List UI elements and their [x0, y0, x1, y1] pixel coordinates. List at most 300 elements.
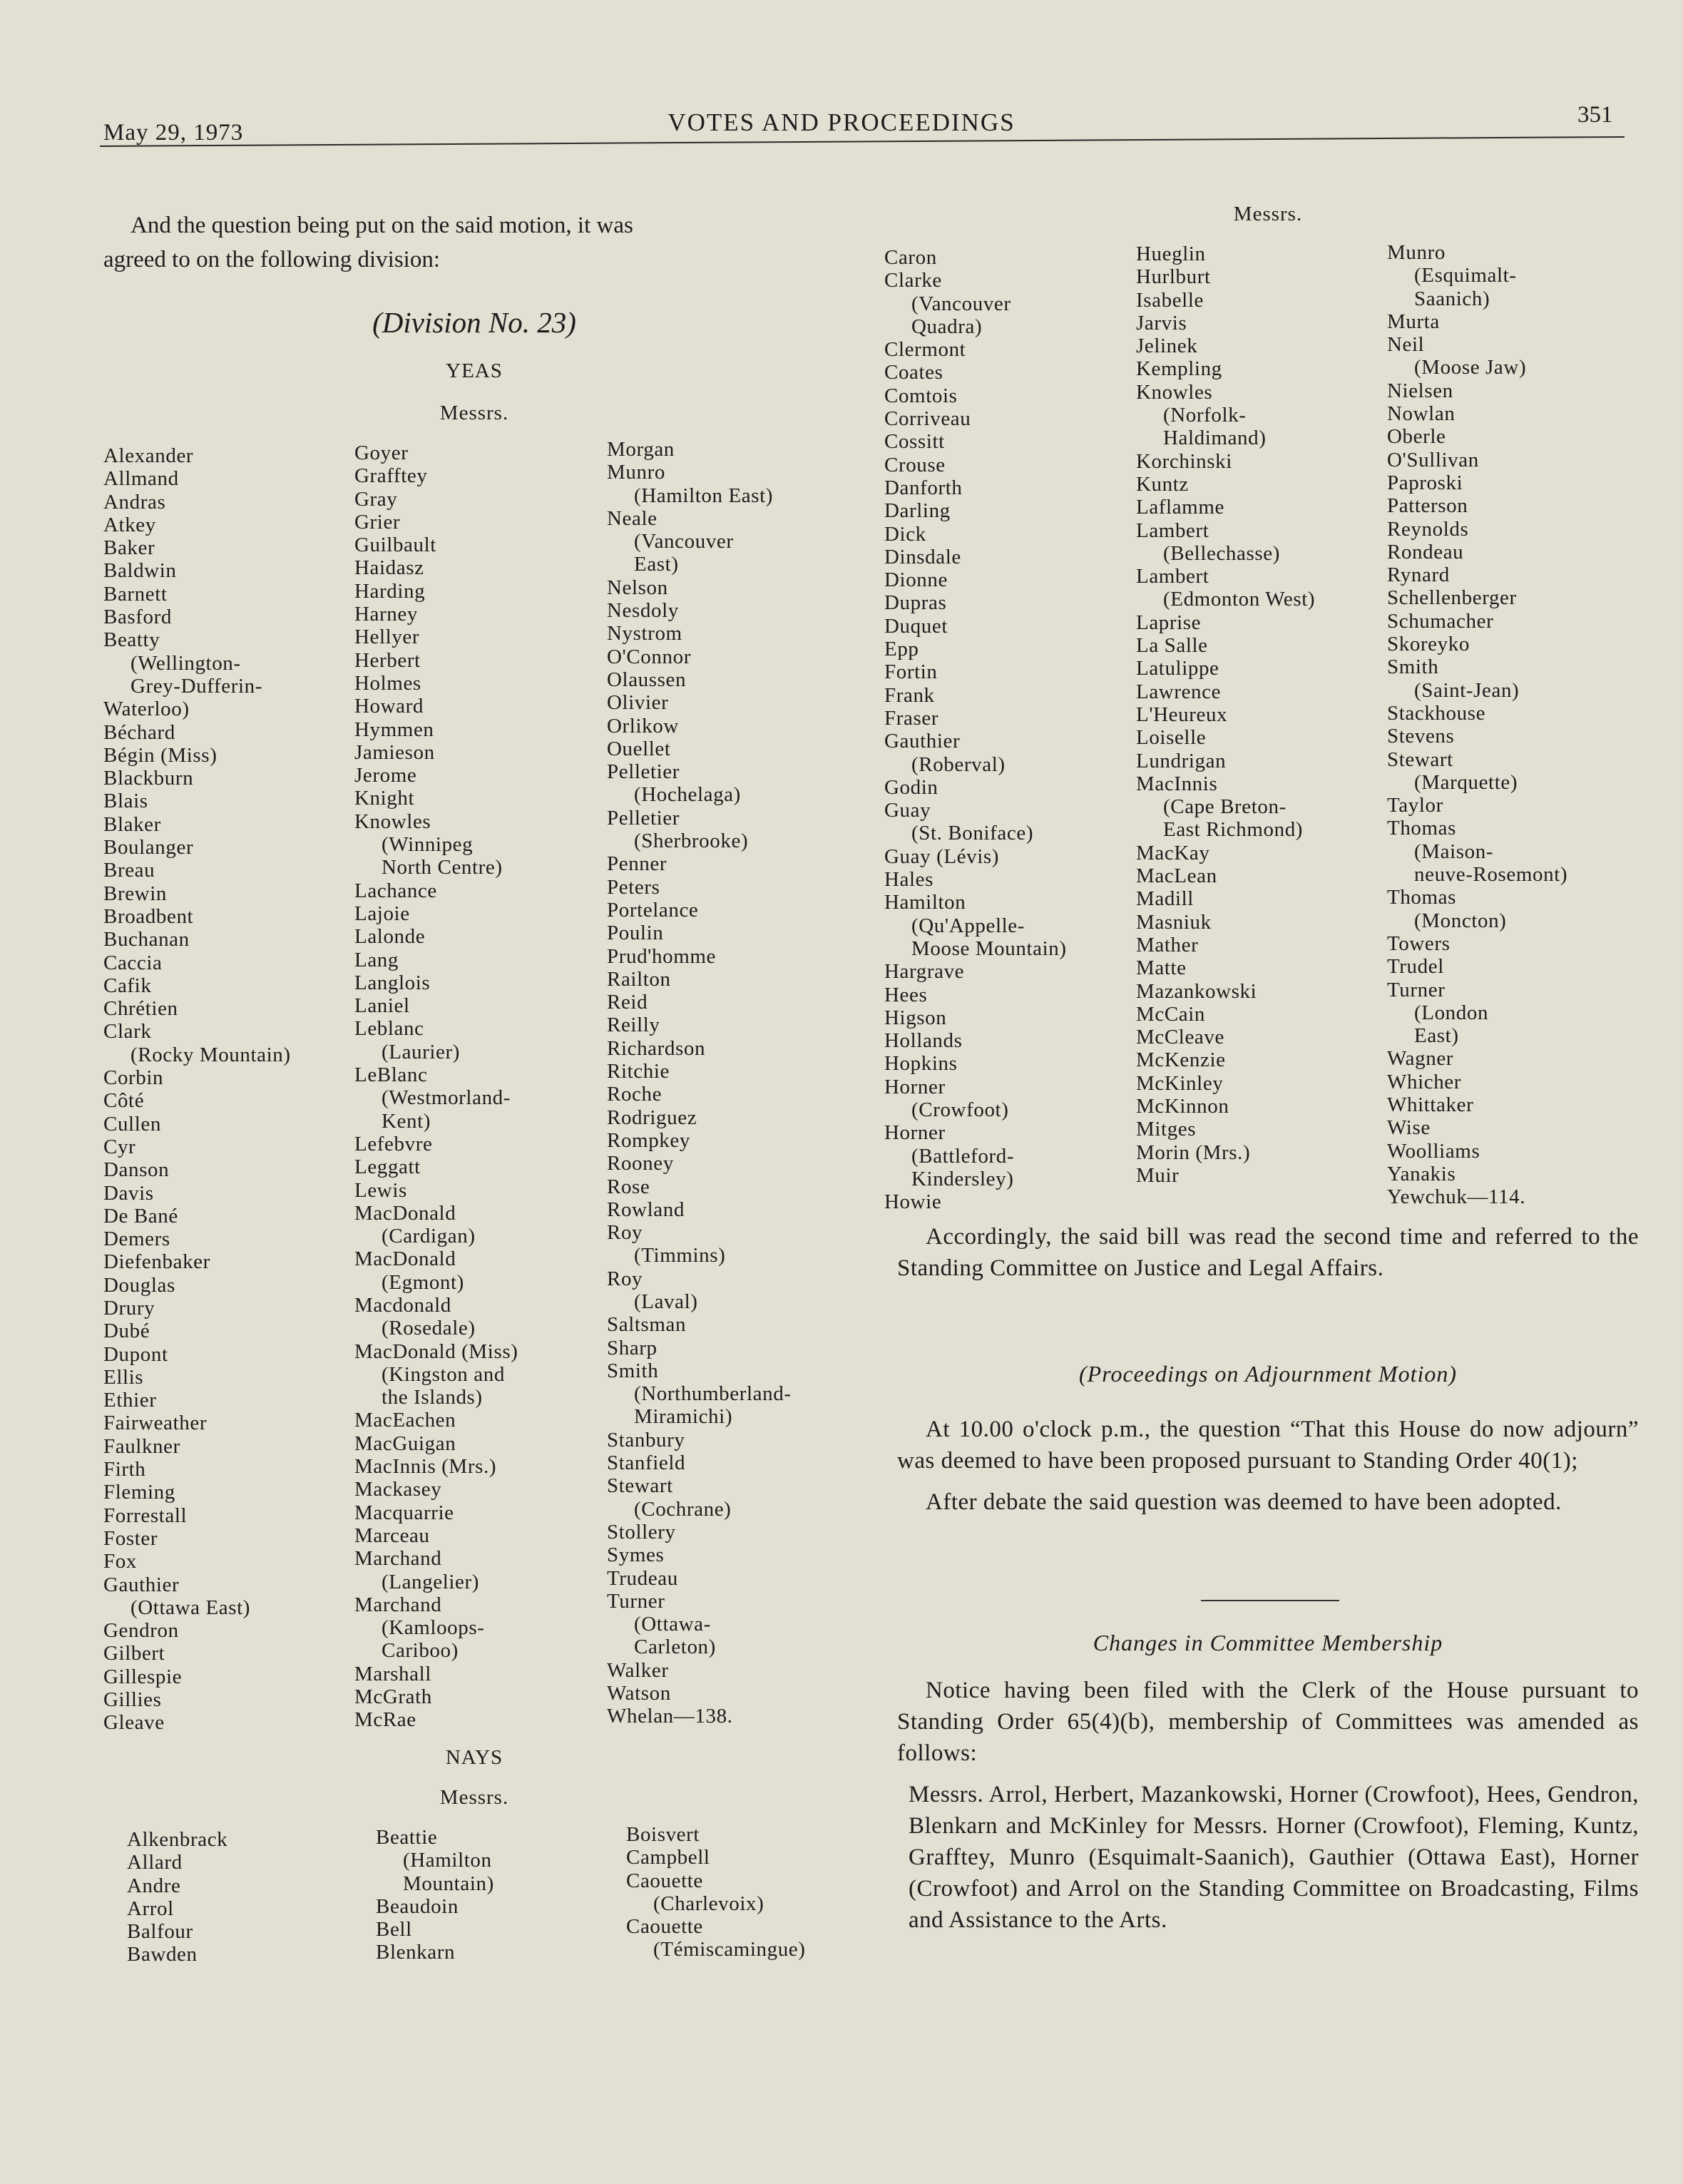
member-name: (Moose Jaw): [1414, 356, 1527, 379]
member-name: Taylor: [1387, 794, 1443, 817]
member-name: Laflamme: [1136, 496, 1224, 519]
member-name: Caccia: [103, 951, 163, 974]
member-name: Horner: [884, 1075, 946, 1098]
member-name: Firth: [103, 1458, 146, 1481]
member-name: Hueglin: [1136, 243, 1206, 265]
nays-column-4: [884, 246, 1067, 1213]
member-name: (Ottawa East): [131, 1596, 251, 1619]
member-name: (Moncton): [1414, 909, 1507, 932]
member-name: Herbert: [354, 648, 421, 672]
member-name: Goyer: [354, 442, 409, 464]
page-number: 351: [1577, 102, 1613, 128]
member-name: Dubé: [103, 1320, 150, 1343]
member-name: Nielsen: [1387, 379, 1453, 402]
member-name: Hurlburt: [1136, 265, 1211, 289]
member-name: Olivier: [607, 691, 669, 715]
member-name: Munro: [607, 461, 665, 484]
member-name: (Timmins): [634, 1244, 726, 1267]
member-name: Dick: [884, 522, 926, 546]
member-name: Chrétien: [103, 997, 178, 1021]
member-name: Barnett: [103, 582, 168, 606]
nays-messrs-label-continued: Messrs.: [1233, 203, 1303, 225]
member-name: Howard: [354, 695, 424, 718]
member-name: Wagner: [1387, 1047, 1454, 1071]
member-name: Prud'homme: [607, 944, 716, 968]
member-name: Latulippe: [1136, 657, 1219, 680]
member-name: Mackasey: [354, 1478, 442, 1501]
member-name: Knowles: [1136, 380, 1213, 404]
member-name: Stewart: [607, 1474, 673, 1498]
member-name: Grey-Dufferin-: [131, 674, 263, 698]
member-name: Richardson: [607, 1036, 706, 1060]
member-name: Smith: [1387, 655, 1439, 679]
member-name: Blais: [103, 790, 148, 813]
member-name: Hellyer: [354, 626, 420, 649]
header-date: May 29, 1973: [103, 120, 244, 146]
member-name: O'Sullivan: [1387, 448, 1479, 471]
member-name: Fairweather: [103, 1412, 208, 1435]
member-name: Oberle: [1387, 425, 1446, 449]
member-name: MacInnis: [1136, 772, 1218, 795]
member-name: Boisvert: [626, 1823, 700, 1846]
member-name: (Qu'Appelle-: [911, 914, 1025, 937]
member-name: Jerome: [354, 764, 417, 787]
member-name: Stackhouse: [1387, 701, 1486, 725]
member-name: McKinnon: [1136, 1094, 1229, 1118]
member-name: Danforth: [884, 476, 963, 499]
member-name: Lambert: [1136, 519, 1209, 542]
member-name: Beattie: [376, 1826, 438, 1849]
member-name: Allard: [127, 1851, 183, 1874]
member-name: (Rocky Mountain): [131, 1043, 291, 1066]
member-name: Rompkey: [607, 1128, 690, 1152]
section-divider: [1201, 1600, 1339, 1601]
member-name: Trudeau: [607, 1566, 678, 1590]
adjournment-paragraph-2: After debate the said question was deemed to have been adopted.: [926, 1489, 1562, 1515]
member-name: Cullen: [103, 1112, 161, 1136]
member-name: Trudel: [1387, 955, 1444, 979]
accordingly-paragraph: [897, 1221, 1639, 1284]
member-name: Gauthier: [103, 1573, 180, 1596]
member-name: Saanich): [1414, 287, 1490, 310]
member-name: Rose: [607, 1175, 650, 1198]
member-name: Moose Mountain): [911, 937, 1067, 960]
member-name: Wise: [1387, 1116, 1431, 1140]
member-name: Madill: [1136, 887, 1194, 911]
member-name: Gendron: [103, 1619, 179, 1643]
member-name: Clark: [103, 1020, 152, 1043]
member-name: MacDonald: [354, 1247, 456, 1271]
member-name: Clermont: [884, 338, 966, 362]
member-name: MacEachen: [354, 1409, 456, 1432]
member-name: Cafik: [103, 974, 152, 997]
member-name: Harding: [354, 579, 426, 603]
member-name: Baker: [103, 536, 155, 560]
member-name: (Sherbrooke): [634, 830, 749, 853]
member-name: (Egmont): [382, 1270, 464, 1294]
member-name: Turner: [1387, 978, 1446, 1001]
member-name: Guay: [884, 799, 931, 822]
member-name: (Norfolk-: [1163, 404, 1247, 427]
member-name: Walker: [607, 1658, 669, 1682]
member-name: (London: [1414, 1001, 1489, 1024]
member-name: Reid: [607, 991, 648, 1014]
member-name: Whicher: [1387, 1070, 1462, 1093]
member-name: Rodriguez: [607, 1106, 697, 1129]
member-name: Stevens: [1387, 725, 1455, 748]
member-name: Pelletier: [607, 760, 680, 784]
member-name: Rondeau: [1387, 540, 1464, 563]
member-name: the Islands): [382, 1386, 483, 1409]
member-name: Dinsdale: [884, 545, 961, 568]
member-name: Lajoie: [354, 902, 410, 925]
member-name: Rooney: [607, 1152, 674, 1175]
member-name: Rynard: [1387, 563, 1450, 587]
member-name: Knight: [354, 787, 415, 810]
member-name: Laprise: [1136, 611, 1202, 634]
member-name: La Salle: [1136, 634, 1208, 658]
member-name: (Hochelaga): [634, 783, 741, 807]
member-name: Harney: [354, 603, 418, 626]
member-name: Horner: [884, 1121, 946, 1145]
member-name: Haldimand): [1163, 427, 1267, 450]
member-name: Morin (Mrs.): [1136, 1141, 1251, 1164]
yeas-column-1: [103, 444, 291, 1735]
member-name: Nowlan: [1387, 402, 1456, 426]
member-name: Stollery: [607, 1520, 676, 1543]
member-name: Sharp: [607, 1336, 658, 1359]
member-name: Gillespie: [103, 1665, 183, 1688]
member-name: Blaker: [103, 812, 161, 836]
member-name: (Winnipeg: [382, 833, 474, 857]
member-name: Roy: [607, 1221, 643, 1245]
member-name: Brewin: [103, 882, 167, 905]
member-name: Crouse: [884, 453, 946, 476]
member-name: Mountain): [403, 1872, 494, 1895]
nays-column-5: [1136, 243, 1315, 1187]
member-name: Epp: [884, 638, 919, 661]
member-name: Neil: [1387, 333, 1425, 357]
member-name: (Battleford-: [911, 1144, 1015, 1168]
member-name: Fox: [103, 1550, 137, 1573]
member-name: Guilbault: [354, 534, 436, 557]
member-name: Saltsman: [607, 1313, 687, 1337]
member-name: De Bané: [103, 1204, 178, 1228]
member-name: Ellis: [103, 1365, 144, 1389]
member-name: (St. Boniface): [911, 822, 1034, 845]
member-name: Morgan: [607, 438, 675, 461]
member-name: Côté: [103, 1089, 145, 1113]
nays-column-6: [1387, 241, 1567, 1208]
member-name: Marchand: [354, 1593, 442, 1616]
member-name: Macquarrie: [354, 1501, 454, 1524]
member-name: Lambert: [1136, 565, 1209, 588]
member-name: Kempling: [1136, 357, 1222, 381]
member-name: Skoreyko: [1387, 633, 1470, 656]
member-name: Turner: [607, 1589, 665, 1613]
member-name: Holmes: [354, 671, 421, 695]
committee-paragraph-1: Notice having been filed with the Clerk of the House pursuant to Standing Order 65(4)(b), membership of Committees was amended as follows:: [897, 1678, 1639, 1766]
member-name: Gilbert: [103, 1642, 165, 1665]
member-name: MacGuigan: [354, 1432, 456, 1455]
member-name: Basford: [103, 606, 173, 629]
adjournment-section: [897, 1414, 1639, 1518]
member-name: Fleming: [103, 1481, 175, 1504]
member-name: Bégin (Miss): [103, 743, 218, 767]
member-name: Buchanan: [103, 928, 190, 951]
member-name: MacLean: [1136, 864, 1217, 888]
member-name: Nystrom: [607, 622, 682, 645]
member-name: Lundrigan: [1136, 749, 1227, 772]
member-name: Mazankowski: [1136, 979, 1257, 1003]
member-name: (Rosedale): [382, 1317, 476, 1340]
member-name: Arrol: [127, 1897, 174, 1920]
member-name: Mitges: [1136, 1118, 1197, 1141]
member-name: (Saint-Jean): [1414, 678, 1520, 702]
member-name: Balfour: [127, 1920, 193, 1944]
nays-column-1: [127, 1828, 227, 1966]
member-name: Dionne: [884, 568, 948, 592]
member-name: Douglas: [103, 1273, 175, 1297]
committee-section: [897, 1675, 1639, 1936]
member-name: Roy: [607, 1267, 643, 1290]
member-name: Hargrave: [884, 960, 965, 984]
member-name: Masniuk: [1136, 910, 1212, 934]
member-name: Corbin: [103, 1066, 164, 1090]
member-name: McCain: [1136, 1002, 1206, 1026]
member-name: Loiselle: [1136, 726, 1207, 750]
member-name: Railton: [607, 967, 671, 991]
member-name: Pelletier: [607, 806, 680, 830]
member-name: Schellenberger: [1387, 586, 1517, 610]
member-name: Schumacher: [1387, 609, 1494, 633]
member-name: LeBlanc: [354, 1063, 428, 1087]
member-name: Bawden: [127, 1943, 198, 1966]
member-name: Stanbury: [607, 1428, 685, 1451]
member-name: MacDonald: [354, 1201, 456, 1225]
member-name: McKinley: [1136, 1071, 1224, 1095]
member-name: Alexander: [103, 444, 194, 467]
member-name: (Kamloops-: [382, 1616, 485, 1640]
member-name: Langlois: [354, 971, 431, 994]
member-name: (Charlevoix): [653, 1892, 764, 1915]
member-name: Broadbent: [103, 904, 194, 928]
member-name: Frank: [884, 683, 935, 707]
member-name: McKenzie: [1136, 1048, 1226, 1072]
member-name: Forrestall: [103, 1504, 188, 1527]
member-name: Yewchuk—114.: [1387, 1185, 1526, 1209]
member-name: Jamieson: [354, 740, 435, 764]
member-name: Howie: [884, 1190, 942, 1214]
member-name: Nelson: [607, 576, 668, 599]
member-name: (Maison-: [1414, 840, 1494, 863]
member-name: Woolliams: [1387, 1139, 1480, 1163]
member-name: (Cochrane): [634, 1497, 732, 1521]
member-name: Stanfield: [607, 1451, 686, 1475]
member-name: Mather: [1136, 933, 1199, 956]
member-name: Baldwin: [103, 559, 177, 583]
member-name: Hymmen: [354, 718, 434, 741]
member-name: Duquet: [884, 614, 948, 638]
adjournment-paragraph-1: At 10.00 o'clock p.m., the question “That this House do now adjourn” was deemed to have been proposed pursuant to Standing Order 40(1);: [897, 1417, 1639, 1474]
intro-line: And the question being put on the said motion, it was: [131, 213, 633, 238]
member-name: Marshall: [354, 1662, 431, 1685]
member-name: L'Heureux: [1136, 703, 1228, 726]
member-name: Laniel: [354, 994, 410, 1018]
member-name: Corriveau: [884, 407, 971, 431]
member-name: Dupras: [884, 591, 947, 615]
member-name: (Roberval): [911, 752, 1006, 776]
member-name: Lang: [354, 948, 399, 971]
member-name: East): [1414, 1024, 1459, 1048]
member-name: (Langelier): [382, 1570, 480, 1593]
member-name: Jarvis: [1136, 311, 1187, 335]
member-name: Gillies: [103, 1688, 162, 1712]
member-name: Diefenbaker: [103, 1250, 210, 1274]
member-name: Drury: [103, 1296, 155, 1320]
member-name: (Hamilton East): [634, 484, 774, 507]
member-name: Haidasz: [354, 556, 424, 580]
member-name: Campbell: [626, 1846, 710, 1869]
member-name: Caouette: [626, 1869, 703, 1892]
member-name: Thomas: [1387, 886, 1457, 909]
member-name: Andre: [127, 1874, 181, 1897]
member-name: Knowles: [354, 810, 431, 833]
member-name: Davis: [103, 1181, 154, 1205]
member-name: O'Connor: [607, 645, 691, 668]
member-name: (Westmorland-: [382, 1086, 511, 1110]
member-name: Beatty: [103, 628, 160, 652]
member-name: Jelinek: [1136, 335, 1198, 358]
nays-messrs-label: Messrs.: [439, 1786, 509, 1809]
nays-column-2: [376, 1826, 494, 1964]
member-name: Danson: [103, 1158, 170, 1182]
member-name: MacInnis (Mrs.): [354, 1455, 497, 1479]
member-name: Whelan—138.: [607, 1705, 733, 1728]
member-name: Hees: [884, 983, 928, 1006]
member-name: Comtois: [884, 384, 958, 407]
member-name: Towers: [1387, 932, 1451, 955]
member-name: Symes: [607, 1543, 665, 1567]
division-intro: [103, 208, 852, 277]
member-name: Grafftey: [354, 464, 428, 488]
member-name: McGrath: [354, 1685, 432, 1709]
member-name: Higson: [884, 1006, 947, 1029]
member-name: East Richmond): [1163, 818, 1304, 842]
member-name: Gauthier: [884, 730, 961, 753]
member-name: (Laval): [634, 1290, 698, 1313]
member-name: Smith: [607, 1359, 659, 1382]
member-name: Watson: [607, 1682, 671, 1705]
member-name: Poulin: [607, 922, 664, 945]
member-name: Clarke: [884, 269, 942, 292]
member-name: Gleave: [103, 1711, 165, 1735]
member-name: MacKay: [1136, 841, 1210, 864]
nays-heading: NAYS: [445, 1746, 503, 1769]
committee-heading: Changes in Committee Membership: [1093, 1630, 1443, 1655]
member-name: Reilly: [607, 1014, 660, 1037]
member-name: Paproski: [1387, 471, 1463, 494]
member-name: (Edmonton West): [1163, 588, 1316, 611]
member-name: Marchand: [354, 1547, 442, 1571]
member-name: Hales: [884, 868, 934, 892]
member-name: Ethier: [103, 1389, 157, 1412]
member-name: Matte: [1136, 956, 1187, 980]
member-name: Portelance: [607, 898, 699, 922]
member-name: (Hamilton: [403, 1849, 492, 1872]
member-name: (Vancouver: [911, 292, 1011, 315]
member-name: Orlikow: [607, 714, 679, 738]
member-name: Stewart: [1387, 747, 1453, 771]
member-name: Kent): [382, 1109, 431, 1133]
member-name: (Vancouver: [634, 530, 734, 553]
member-name: Demers: [103, 1228, 170, 1251]
member-name: Hopkins: [884, 1052, 958, 1076]
yeas-column-3: [607, 438, 792, 1728]
yeas-messrs-label: Messrs.: [439, 402, 509, 424]
member-name: Darling: [884, 499, 951, 523]
member-name: Penner: [607, 852, 667, 876]
member-name: Muir: [1136, 1163, 1180, 1187]
member-name: Marceau: [354, 1524, 430, 1547]
member-name: (Témiscamingue): [653, 1938, 806, 1961]
member-name: East): [634, 553, 679, 576]
division-title: (Division No. 23): [372, 306, 576, 339]
member-name: Blenkarn: [376, 1941, 456, 1964]
member-name: Quadra): [911, 315, 983, 338]
member-name: Atkey: [103, 513, 156, 536]
adjournment-heading: (Proceedings on Adjournment Motion): [1078, 1361, 1458, 1387]
member-name: (Crowfoot): [911, 1098, 1009, 1121]
member-name: Munro: [1387, 241, 1446, 264]
member-name: Hollands: [884, 1029, 963, 1053]
member-name: Roche: [607, 1083, 663, 1106]
member-name: Fraser: [884, 706, 939, 730]
member-name: Lefebvre: [354, 1132, 433, 1155]
member-name: Breau: [103, 859, 155, 882]
member-name: Lewis: [354, 1178, 407, 1202]
header-rule: [100, 136, 1625, 147]
member-name: Lalonde: [354, 925, 426, 949]
member-name: Ouellet: [607, 737, 671, 760]
member-name: (Cardigan): [382, 1225, 476, 1248]
member-name: Murta: [1387, 310, 1440, 333]
member-name: Lawrence: [1136, 680, 1222, 703]
member-name: Béchard: [103, 720, 175, 744]
member-name: Thomas: [1387, 817, 1457, 840]
committee-paragraph-2: Messrs. Arrol, Herbert, Mazankowski, Horner (Crowfoot), Hees, Gendron, Blenkarn and McKinley for Messrs. Horner (Crowfoot), Fleming, Kuntz, Grafftey, Munro (Esquimalt-Saanich), Gauthier (Ottawa East), Horner (Crowfoot) and Arrol on the Standing Committee on Broadcasting, Films and Assistance to the Arts.: [909, 1782, 1639, 1933]
member-name: Andras: [103, 490, 166, 514]
member-name: Yanakis: [1387, 1162, 1456, 1185]
nays-column-3: [626, 1823, 806, 1961]
member-name: Guay (Lévis): [884, 844, 1000, 868]
member-name: Faulkner: [103, 1434, 180, 1458]
member-name: Whittaker: [1387, 1093, 1474, 1116]
member-name: Kindersley): [911, 1167, 1014, 1190]
yeas-heading: YEAS: [446, 359, 503, 382]
member-name: Alkenbrack: [127, 1828, 228, 1851]
member-name: Foster: [103, 1526, 158, 1550]
member-name: Lachance: [354, 879, 437, 902]
member-name: Waterloo): [103, 698, 190, 721]
member-name: Isabelle: [1136, 288, 1204, 312]
member-name: Nesdoly: [607, 599, 679, 623]
member-name: Grier: [354, 510, 401, 534]
member-name: (Kingston and: [382, 1362, 505, 1386]
header-title: VOTES AND PROCEEDINGS: [667, 108, 1016, 136]
member-name: (Bellechasse): [1163, 541, 1281, 565]
member-name: MacDonald (Miss): [354, 1340, 518, 1363]
